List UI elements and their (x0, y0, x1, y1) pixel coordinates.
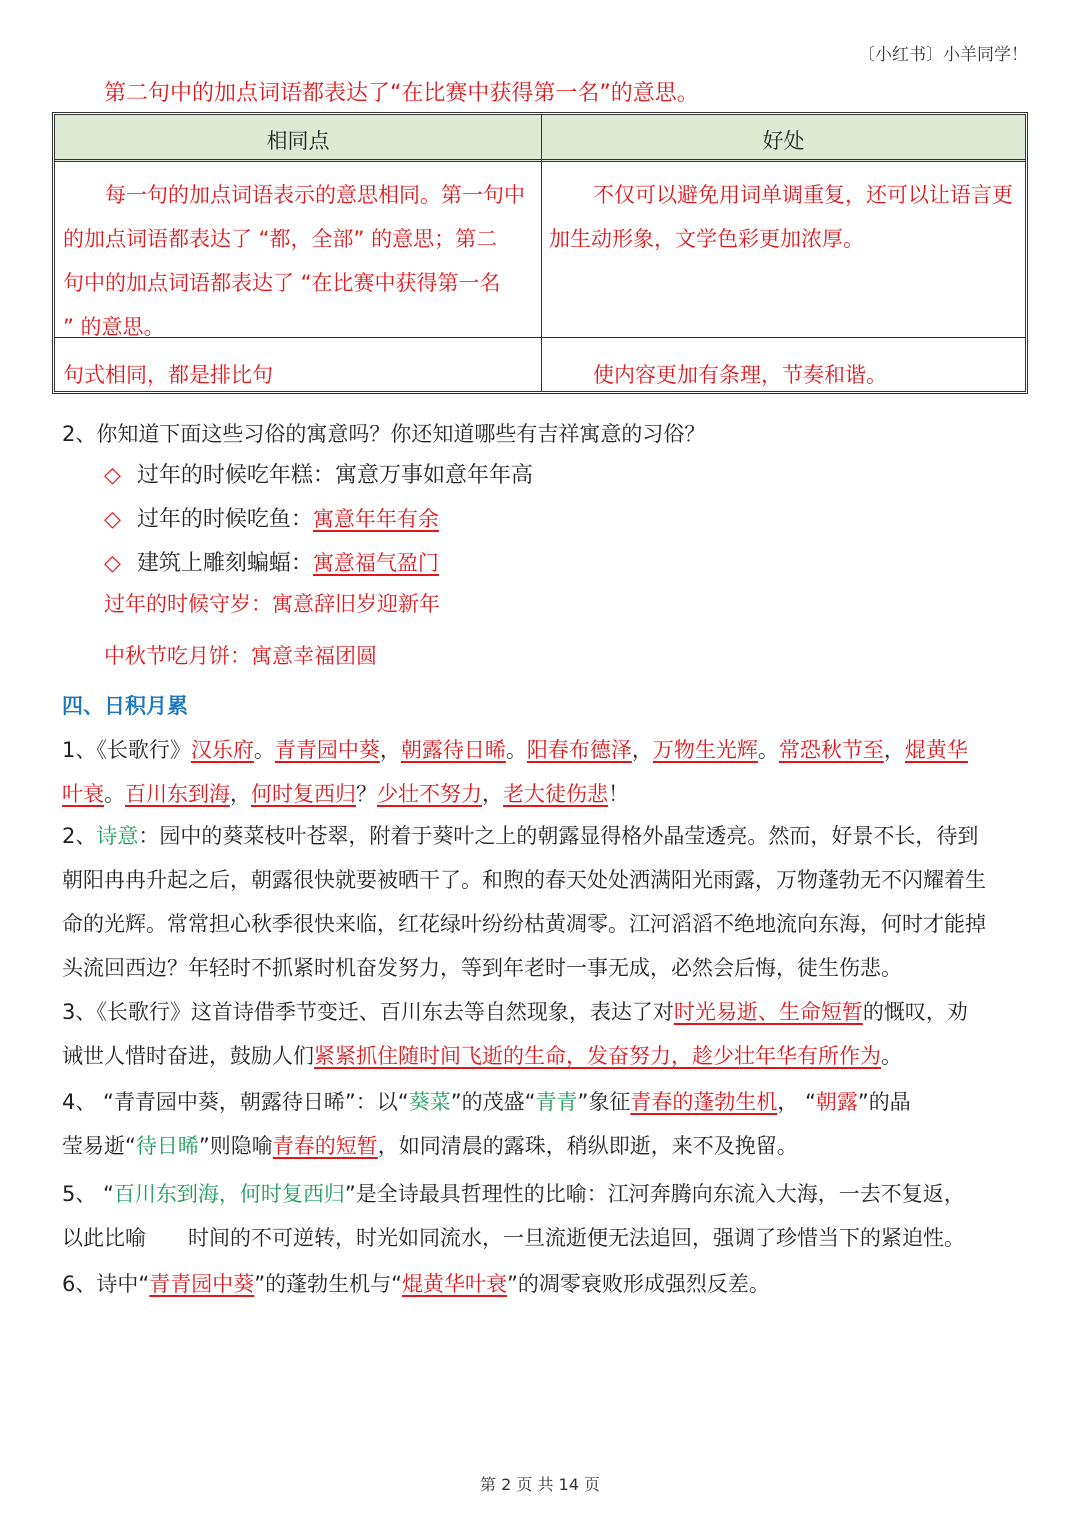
custom-extra-1: 过年的时候守岁：寓意辞旧岁迎新年 (104, 592, 440, 616)
custom-item-2: ◇ 过年的时候吃鱼：寓意年年有余 (104, 507, 439, 532)
paragraph-6: 6、诗中“青青园中葵”的蓬勃生机与“焜黄华叶衰”的凋零衰败形成强烈反差。 (62, 1272, 770, 1296)
diamond-bullet-icon: ◇ (104, 551, 121, 576)
diamond-bullet-icon: ◇ (104, 507, 121, 532)
paragraph-5: 5、 “百川东到海，何时复西归”是全诗最具哲理性的比喻：江河奔腾向东流入大海，一去不复返， 以此比喻 时间的不可逆转，时光如同流水，一旦流逝便无法追回，强调了珍惜当下的紧迫性。 (62, 1182, 965, 1250)
table-cell-same-1: 每一句的加点词语表示的意思相同。第一句中 的加点词语都表达了 “都，全部” 的意思；第二 句中的加点词语都表达了 “在比赛中获得第一名 ” 的意思。 (63, 183, 525, 339)
paragraph-2: 2、诗意：园中的葵菜枝叶苍翠，附着于葵叶之上的朝露显得格外晶莹透亮。然而，好景不长，待到 朝阳冉冉升起之后，朝露很快就要被晒干了。和煦的春天处处洒满阳光雨露，万物蓬勃无不闪耀着生 命的光辉。常常担心秋季很快来临，红花绿叶纷纷枯黄凋零。江河滔滔不绝地流向东海，何时才能掉 头流回西边？年轻时不抓紧时机奋发努力，等到年老时一事无成，必然会后悔，徒生伤悲。 (62, 824, 986, 980)
table-cell-benefit-2: 使内容更加有条理，节奏和谐。 (593, 363, 887, 387)
page-footer: 第 2 页 共 14 页 (480, 1475, 600, 1494)
table-header-benefit: 好处 (762, 129, 805, 153)
paragraph-4: 4、 “青青园中葵，朝露待日晞”：以“葵菜”的茂盛“青青”象征青春的蓬勃生机， “朝露”的晶 莹易逝“待日晞”则隐喻青春的短暂，如同清晨的露珠，稍纵即逝，来不及挽留。 (62, 1090, 911, 1158)
custom-item-3: ◇ 建筑上雕刻蝙蝠：寓意福气盈门 (104, 551, 439, 576)
question-2: 2、你知道下面这些习俗的寓意吗？你还知道哪些有吉祥寓意的习俗？ (62, 422, 706, 446)
custom-extra-2: 中秋节吃月饼：寓意幸福团圆 (104, 644, 377, 668)
diamond-bullet-icon: ◇ (104, 463, 121, 488)
table-cell-benefit-1: 不仅可以避免用词单调重复，还可以让语言更 加生动形象，文学色彩更加浓厚。 (549, 183, 1013, 251)
comparison-table (52, 112, 1028, 394)
custom-item-1: ◇ 过年的时候吃年糕：寓意万事如意年年高 (104, 463, 533, 488)
header-tag: 〔小红书〕小羊同学！ (858, 45, 1028, 65)
section-title: 四、日积月累 (62, 694, 188, 718)
paragraph-3: 3、《长歌行》这首诗借季节变迁、百川东去等自然现象，表达了对时光易逝、生命短暂的慨叹，劝 诫世人惜时奋进，鼓励人们紧紧抓住随时间飞逝的生命，发奋努力，趁少壮年华有所作为。 (62, 1000, 968, 1068)
table-header-same: 相同点 (266, 129, 330, 153)
paragraph-1: 1、《长歌行》汉乐府。青青园中葵，朝露待日晞。阳春布德泽，万物生光辉。常恐秋节至，焜黄华 叶衰。百川东到海，何时复西归？少壮不努力，老大徒伤悲！ (62, 738, 968, 806)
table-cell-same-2: 句式相同，都是排比句 (63, 363, 273, 387)
intro-line: 第二句中的加点词语都表达了“在比赛中获得第一名”的意思。 (104, 81, 699, 106)
